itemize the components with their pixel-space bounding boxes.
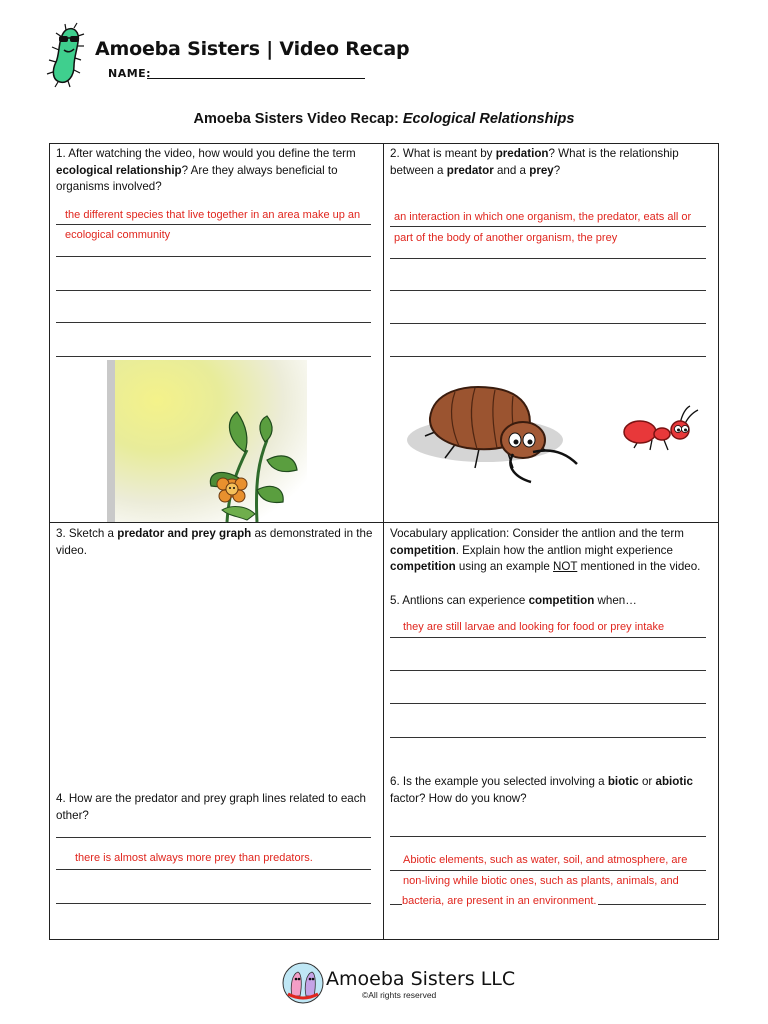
name-label: NAME:: [108, 67, 152, 80]
question-2: 2. What is meant by predation? What is the relationship between a predator and a prey?: [390, 147, 679, 177]
copyright: ©All rights reserved: [362, 990, 437, 1000]
question-3: 3. Sketch a predator and prey graph as demonstrated in the video.: [56, 527, 373, 557]
answer-6-line-2: non-living while biotic ones, such as plants, animals, and: [403, 875, 679, 887]
answer-line[interactable]: [56, 356, 371, 357]
answer-4-field[interactable]: [56, 869, 371, 870]
ant-illustration: [620, 402, 700, 452]
answer-line[interactable]: [390, 836, 706, 837]
answer-line[interactable]: [390, 258, 706, 259]
name-field[interactable]: [147, 78, 365, 79]
answer-2-field[interactable]: [390, 226, 706, 227]
vocabulary-application: Vocabulary application: Consider the antlion and the term competition. Explain how the antlion might experience competition using an example NOT mentioned in the video.: [390, 527, 701, 573]
answer-line[interactable]: [56, 290, 371, 291]
answer-line[interactable]: [56, 256, 371, 257]
answer-line[interactable]: [56, 322, 371, 323]
answer-2-line-2: part of the body of another organism, the prey: [394, 232, 618, 244]
answer-line[interactable]: [390, 670, 706, 671]
answer-line[interactable]: [390, 737, 706, 738]
answer-line[interactable]: [56, 903, 371, 904]
question-6: 6. Is the example you selected involving a biotic or abiotic factor? How do you know?: [390, 775, 693, 805]
answer-6-field[interactable]: [390, 870, 706, 871]
sketch-area[interactable]: [52, 562, 380, 782]
answer-6-line-1: Abiotic elements, such as water, soil, and atmosphere, are: [403, 854, 688, 866]
answer-2-line-1: an interaction in which one organism, the predator, eats all or: [394, 211, 692, 223]
grid-divider-horizontal: [49, 522, 719, 523]
antlion-illustration: [405, 378, 590, 488]
question-1: 1. After watching the video, how would you define the term ecological relationship? Are they always beneficial to organisms involved?: [56, 147, 356, 193]
answer-5-field[interactable]: [390, 637, 706, 638]
answer-5: they are still larvae and looking for food or prey intake: [403, 621, 665, 633]
company-name: Amoeba Sisters LLC: [326, 968, 516, 990]
answer-1-field[interactable]: [56, 224, 371, 225]
answer-line[interactable]: [390, 323, 706, 324]
brand-title: Amoeba Sisters | Video Recap: [95, 38, 410, 60]
amoeba-sisters-logo: [282, 962, 324, 1004]
question-5: 5. Antlions can experience competition when…: [390, 594, 637, 607]
answer-line[interactable]: [390, 356, 706, 357]
page-title: Amoeba Sisters Video Recap: Ecological Relationships: [193, 111, 575, 127]
question-4: 4. How are the predator and prey graph lines related to each other?: [56, 792, 367, 822]
answer-1-line-2: ecological community: [65, 229, 171, 241]
answer-line[interactable]: [390, 290, 706, 291]
amoeba-mascot-icon: [44, 22, 94, 88]
grid-divider-vertical: [383, 143, 384, 940]
answer-1-line-1: the different species that live together in an area make up an: [65, 209, 361, 221]
answer-line[interactable]: [56, 837, 371, 838]
answer-6-line-3: bacteria, are present in an environment.: [402, 895, 597, 907]
answer-line[interactable]: [390, 703, 706, 704]
plant-illustration: [107, 360, 307, 522]
answer-4: there is almost always more prey than predators.: [75, 852, 313, 864]
